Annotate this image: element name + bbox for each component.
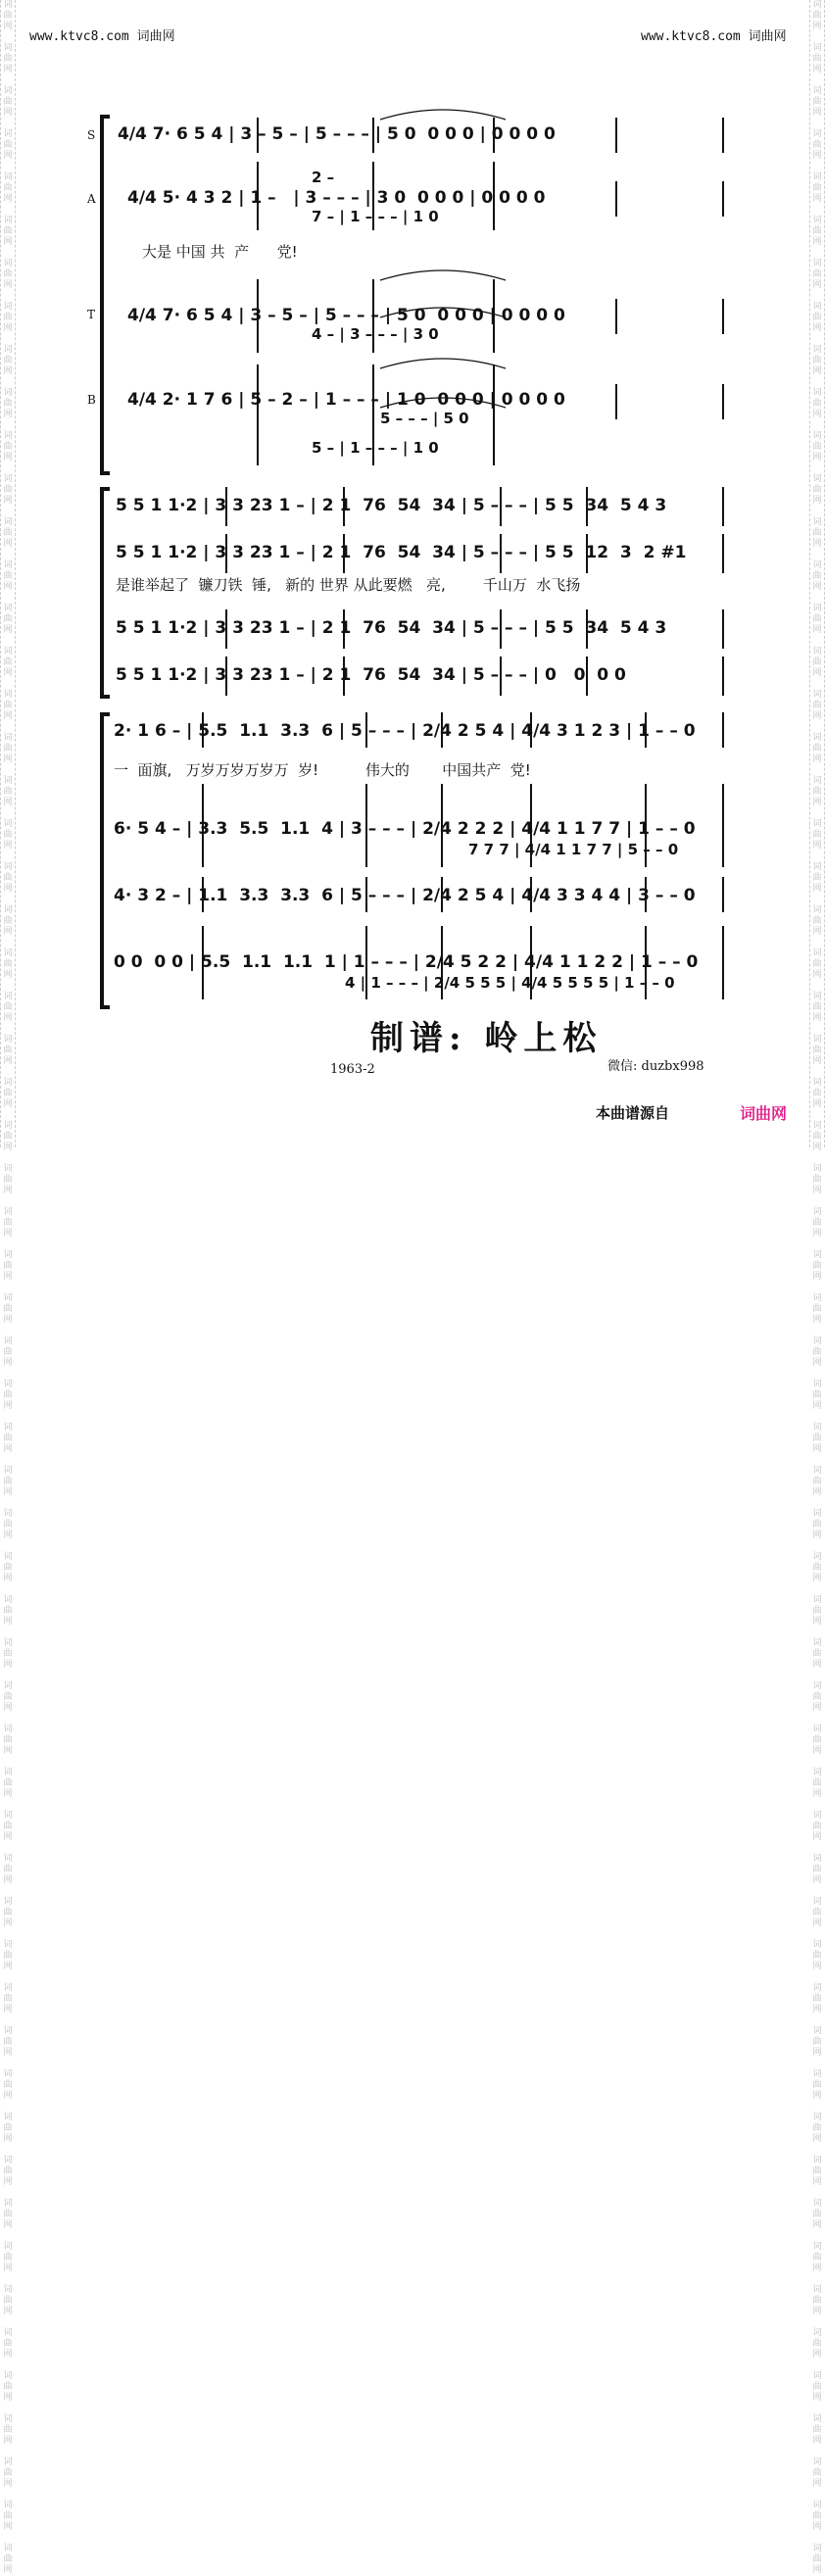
system2-bracket <box>100 487 110 699</box>
source-label: 本曲谱源自 <box>596 1104 670 1122</box>
brand-logo[interactable]: 词曲网 <box>740 1104 788 1123</box>
watermark-strip-right: 词 曲 网 词 曲 网 词 曲 网 词 曲 网 词 曲 网 词 曲 网 词 曲 网 词 曲 网 词 曲 网 词 曲 网 词 曲 网 词 曲 网 词 曲 网 词 曲 网 词 曲 网 词 曲 网 词 曲 网 词 曲 网 词 曲 网 词 曲 网 词 曲 网 词 曲 网 词 曲 网 词 曲 网 词 曲 网 词 曲 网 词 曲 网 词 曲 网 词 曲 网 词 曲 网 词 曲 网 词 曲 网 词 曲 网 词 曲 网 词 曲 网 词 曲 网 词 曲 网 词 曲 网 词 曲 网 词 曲 网 词 曲 网 词 曲 网 词 曲 网 词 曲 网 词 曲 网 词 曲 网 词 曲 网 词 曲 网 词 曲 网 词 曲 网 词 曲 网 词 曲 网 词 曲 网 词 曲 网 词 曲 网 词 曲 网 词 曲 网 词 曲 网 词 曲 网 词 曲 网 <box>809 0 825 1147</box>
part-label-s: S <box>87 128 96 142</box>
barline <box>493 365 495 465</box>
alto-bottom-line: 7 – | 1 – – – | 1 0 <box>312 208 439 225</box>
bass-bottom-line: 5 – | 1 – – – | 1 0 <box>312 439 439 457</box>
barline-end <box>722 656 724 696</box>
barline <box>615 118 617 153</box>
system3-row1: 2· 1 6 – | 5.5 1.1 3.3 6 | 5 – – – | 2/4 2 5 4 | 4/4 3 1 2 3 | 1 – – 0 <box>114 721 696 741</box>
tenor-bottom-line: 4 – | 3 – – – | 3 0 <box>312 325 439 343</box>
lyrics-line-3: 一 面旗, 万岁万岁万岁万 岁! 伟大的 中国共产 党! <box>114 761 531 779</box>
arranger-signature: 制谱: 岭上松 <box>370 1019 603 1058</box>
system3-row2-lower: 7 7 7 | 4/4 1 1 7 7 | 5 – – 0 <box>468 841 679 858</box>
barline-end <box>722 299 724 334</box>
tie-arc <box>376 355 510 370</box>
system2-row4: 5 5 1 1·2 | 3 3 23 1 – | 2 1 76 54 34 | 5 – – – | 0 0 0 0 <box>116 665 626 685</box>
lyrics-line-1: 大是 中国 共 产 党! <box>142 243 298 261</box>
system3-bracket <box>100 712 110 1009</box>
bass-mid-line: 5 – – – | 5 0 <box>380 410 469 427</box>
bass-line: 4/4 2· 1 7 6 | 5 – 2 – | 1 – – – | 1 0 0 0 0 | 0 0 0 0 <box>127 390 565 410</box>
soprano-line: 4/4 7· 6 5 4 | 3 – 5 – | 5 – – – | 5 0 0 0 0 | 0 0 0 0 <box>118 124 556 144</box>
barline <box>257 365 259 465</box>
header-site-right: www.ktvc8.com 词曲网 <box>641 29 787 44</box>
barline <box>615 384 617 419</box>
system2-row3: 5 5 1 1·2 | 3 3 23 1 – | 2 1 76 54 34 | 5 – – – | 5 5 34 5 4 3 <box>116 618 667 638</box>
barline-end <box>722 784 724 867</box>
barline-end <box>722 712 724 748</box>
alto-line: 4/4 5· 4 3 2 | 1 – | 3 – – – | 3 0 0 0 0 | 0 0 0 0 <box>127 188 546 208</box>
watermark-strip-left: 词 曲 网 词 曲 网 词 曲 网 词 曲 网 词 曲 网 词 曲 网 词 曲 网 词 曲 网 词 曲 网 词 曲 网 词 曲 网 词 曲 网 词 曲 网 词 曲 网 词 曲 网 词 曲 网 词 曲 网 词 曲 网 词 曲 网 词 曲 网 词 曲 网 词 曲 网 词 曲 网 词 曲 网 词 曲 网 词 曲 网 词 曲 网 词 曲 网 词 曲 网 词 曲 网 词 曲 网 词 曲 网 词 曲 网 词 曲 网 词 曲 网 词 曲 网 词 曲 网 词 曲 网 词 曲 网 词 曲 网 词 曲 网 词 曲 网 词 曲 网 词 曲 网 词 曲 网 词 曲 网 词 曲 网 词 曲 网 词 曲 网 词 曲 网 词 曲 网 词 曲 网 词 曲 网 词 曲 网 词 曲 网 词 曲 网 词 曲 网 词 曲 网 词 曲 网 词 曲 网 <box>0 0 16 1147</box>
system2-row1: 5 5 1 1·2 | 3 3 23 1 – | 2 1 76 54 34 | 5 – – – | 5 5 34 5 4 3 <box>116 496 667 515</box>
barline-end <box>722 926 724 999</box>
header-site-left: www.ktvc8.com 词曲网 <box>29 29 175 44</box>
barline-end <box>722 384 724 419</box>
system1-bracket <box>100 115 110 475</box>
date-label: 1963-2 <box>330 1062 375 1077</box>
barline-end <box>722 534 724 573</box>
tie-arc <box>376 267 510 282</box>
tie-arc <box>376 106 510 122</box>
part-label-b: B <box>87 393 96 407</box>
system2-row2: 5 5 1 1·2 | 3 3 23 1 – | 2 1 76 54 34 | 5 – – – | 5 5 12 3 2 #1 <box>116 543 687 562</box>
wechat-label: 微信: duzbx998 <box>607 1059 704 1074</box>
barline-end <box>722 487 724 526</box>
barline-end <box>722 609 724 649</box>
barline <box>615 299 617 334</box>
system3-row4: 0 0 0 0 | 5.5 1.1 1.1 1 | 1 – – – | 2/4 5 2 2 | 4/4 1 1 2 2 | 1 – – 0 <box>114 952 699 972</box>
barline-end <box>722 877 724 912</box>
barline <box>615 181 617 217</box>
system3-row2: 6· 5 4 – | 3.3 5.5 1.1 4 | 3 – – – | 2/4 2 2 2 | 4/4 1 1 7 7 | 1 – – 0 <box>114 819 696 839</box>
part-label-t: T <box>87 308 96 321</box>
tenor-line: 4/4 7· 6 5 4 | 3 – 5 – | 5 – – – | 5 0 0 0 0 | 0 0 0 0 <box>127 306 565 325</box>
alto-top-line: 2 – <box>312 169 335 186</box>
part-label-a: A <box>87 192 96 206</box>
lyrics-line-2: 是谁举起了 镰刀铁 锤, 新的 世界 从此要燃 亮, 千山万 水飞扬 <box>116 576 581 594</box>
system3-row4-lower: 4 | 1 – – – | 2/4 5 5 5 | 4/4 5 5 5 5 | 1 – – 0 <box>345 974 675 992</box>
barline-end <box>722 181 724 217</box>
barline-end <box>722 118 724 153</box>
system3-row3: 4· 3 2 – | 1.1 3.3 3.3 6 | 5 – – – | 2/4 2 5 4 | 4/4 3 3 4 4 | 3 – – 0 <box>114 886 696 905</box>
